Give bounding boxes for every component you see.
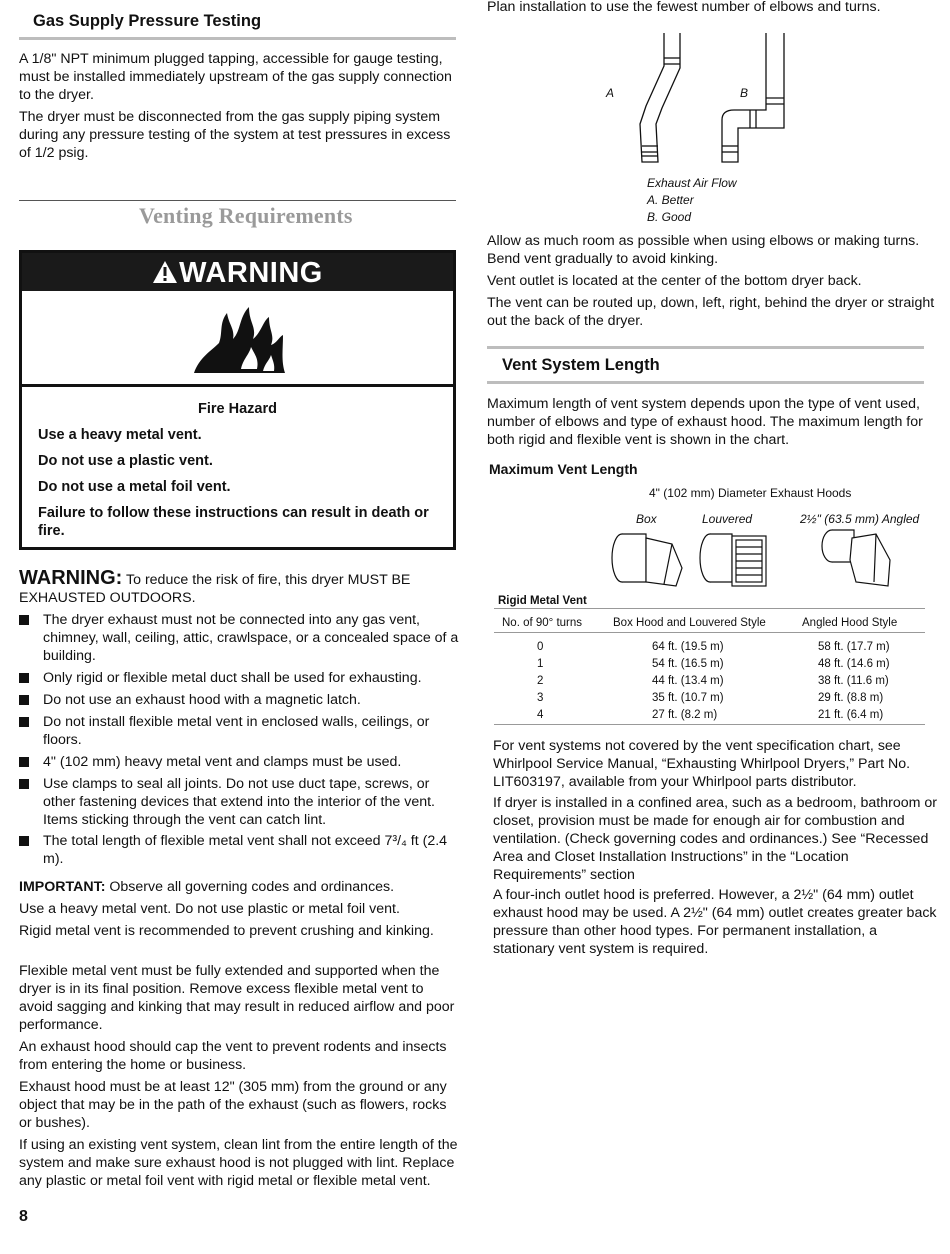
body-paragraph: Exhaust hood must be at least 12" (305 mm) from the ground or any object that may be in the path of the exhaust (such as flowers, rocks or bushes).: [19, 1079, 447, 1131]
body-paragraph: A four-inch outlet hood is preferred. However, a 2½" (64 mm) outlet exhaust hood may be used. A 2½" (64 mm) outlet creates greater back pressure than other hood types. For permanent installation, a stationary vent system is required.: [493, 887, 937, 957]
vsl-paragraph: Maximum length of vent system depends upon the type of vent used, number of elbows and type of exhaust hood. The maximum length for both rigid and flexible vent is shown in the chart.: [487, 396, 923, 448]
gas-supply-heading: Gas Supply Pressure Testing: [33, 12, 262, 30]
body-paragraph: An exhaust hood should cap the vent to prevent rodents and insects from entering the home or business.: [19, 1039, 447, 1073]
warning-line: Failure to follow these instructions can result in death or fire.: [38, 505, 429, 539]
bullet-text: Do not install flexible metal vent in enclosed walls, ceilings, or floors.: [43, 714, 430, 748]
table-cell: 44 ft. (13.4 m): [652, 675, 724, 687]
warning-divider: [22, 384, 453, 387]
warning-lead: WARNING:: [19, 567, 123, 589]
table-rule: [494, 724, 925, 725]
table-cell: 4: [537, 709, 544, 721]
bullet-text: The total length of flexible metal vent shall not exceed 7³/₄ ft (2.4 m).: [43, 833, 448, 867]
bullet-text: The dryer exhaust must not be connected into any gas vent, chimney, wall, ceiling, attic, crawlspace, or a concealed space of a building.: [43, 612, 459, 664]
bullet-text: 4" (102 mm) heavy metal vent and clamps must be used.: [43, 754, 402, 770]
warning-banner: [22, 253, 453, 291]
heading-rule: [19, 37, 456, 40]
vent-system-length-heading: Vent System Length: [502, 356, 660, 374]
section-divider: [19, 200, 456, 201]
table-section-label: Rigid Metal Vent: [498, 595, 587, 607]
diagram-label-b: B: [740, 86, 749, 100]
hood-label-box: Box: [636, 512, 657, 526]
bullet-text: Do not use an exhaust hood with a magnetic latch.: [43, 692, 361, 708]
table-cell: 2: [537, 675, 544, 687]
table-cell: 48 ft. (14.6 m): [818, 658, 890, 670]
bullet-text: Use clamps to seal all joints. Do not use duct tape, screws, or other fastening devices that extend into the interior of the vent. Items sticking through the vent can catch lint.: [43, 776, 435, 828]
plan-text: Plan installation to use the fewest number of elbows and turns.: [487, 0, 881, 15]
body-paragraph: The vent can be routed up, down, left, right, behind the dryer or straight out the back of the dryer.: [487, 295, 935, 329]
warning-line: Do not use a plastic vent.: [38, 453, 213, 469]
fire-hazard-icon: [189, 303, 289, 375]
hood-label-louvered: Louvered: [702, 512, 753, 526]
body-paragraph: Vent outlet is located at the center of the bottom dryer back.: [487, 273, 862, 289]
diagram-caption-line: B. Good: [647, 210, 692, 224]
gas-paragraph-1: A 1/8" NPT minimum plugged tapping, accessible for gauge testing, must be installed immediately upstream of the gas supply connection to the dryer.: [19, 51, 452, 103]
table-header: Box Hood and Louvered Style: [613, 617, 766, 629]
alert-triangle-icon: [152, 260, 178, 284]
body-paragraph: Use a heavy metal vent. Do not use plastic or metal foil vent.: [19, 901, 400, 917]
hood-label-angled: 2½" (63.5 mm) Angled: [800, 512, 920, 526]
louvered-hood-icon: [696, 528, 774, 590]
body-paragraph: Rigid metal vent is recommended to prevent crushing and kinking.: [19, 923, 434, 939]
bullet-text: Only rigid or flexible metal duct shall be used for exhausting.: [43, 670, 422, 686]
important-note: [19, 878, 459, 896]
table-cell: 21 ft. (6.4 m): [818, 709, 884, 721]
table-header: No. of 90° turns: [502, 617, 583, 629]
table-cell: 38 ft. (11.6 m): [818, 675, 889, 687]
diagram-caption-line: Exhaust Air Flow: [647, 176, 737, 190]
venting-requirements-title: Venting Requirements: [139, 203, 353, 228]
table-cell: 64 ft. (19.5 m): [652, 641, 724, 653]
warning-box: [19, 250, 456, 550]
table-rule: [494, 632, 925, 633]
table-header: Angled Hood Style: [802, 617, 898, 629]
gas-paragraph-2: The dryer must be disconnected from the gas supply piping system during any pressure testing of the system at test pressures in excess of 1/2 psig.: [19, 109, 451, 161]
elbow-diagram: [600, 28, 820, 168]
diagram-caption-line: A. Better: [647, 193, 694, 207]
table-cell: 58 ft. (17.7 m): [818, 641, 890, 653]
angled-hood-icon: [816, 524, 898, 590]
body-paragraph: Flexible metal vent must be fully extended and supported when the dryer is in its final position. Remove excess flexible metal vent to avoid sagging and kinking that may result in reduced airflow and poor performance.: [19, 963, 455, 1033]
hoods-title: 4" (102 mm) Diameter Exhaust Hoods: [649, 486, 852, 500]
table-cell: 35 ft. (10.7 m): [652, 692, 724, 704]
table-rule: [494, 608, 925, 609]
warning-line: Do not use a metal foil vent.: [38, 479, 231, 495]
warning-statement: [19, 569, 459, 607]
body-paragraph: Allow as much room as possible when using elbows or making turns. Bend vent gradually to avoid kinking.: [487, 233, 920, 267]
table-cell: 54 ft. (16.5 m): [652, 658, 724, 670]
table-cell: 27 ft. (8.2 m): [652, 709, 718, 721]
table-cell: 29 ft. (8.8 m): [818, 692, 884, 704]
max-vent-length-title: Maximum Vent Length: [489, 461, 638, 477]
table-cell: 3: [537, 692, 544, 704]
heading-rule: [487, 381, 924, 384]
table-cell: 1: [537, 658, 544, 670]
heading-rule: [487, 346, 924, 349]
important-text: Observe all governing codes and ordinances.: [105, 879, 395, 895]
page-number: 8: [19, 1208, 28, 1225]
warning-line: Use a heavy metal vent.: [38, 427, 202, 443]
warning-text: To reduce the risk of fire, this dryer MUST BE EXHAUSTED OUTDOORS.: [19, 572, 411, 606]
fire-hazard-label: Fire Hazard: [198, 401, 277, 417]
body-paragraph: If dryer is installed in a confined area, such as a bedroom, bathroom or closet, provision must be made for enough air for combustion and ventilation. (Check governing codes and ordinances.) See “Recessed Area and Closet Installation Instructions” in the “Location Requirements” section: [493, 795, 937, 883]
body-paragraph: If using an existing vent system, clean lint from the entire length of the system and make sure exhaust hood is not plugged with lint. Replace any plastic or metal foil vent with rigid metal or flexible metal vent.: [19, 1137, 458, 1189]
diagram-label-a: A: [606, 86, 615, 100]
important-lead: IMPORTANT:: [19, 879, 106, 895]
warning-banner-text: WARNING: [179, 257, 323, 289]
box-hood-icon: [606, 528, 688, 590]
table-cell: 0: [537, 641, 544, 653]
body-paragraph: For vent systems not covered by the vent specification chart, see Whirlpool Service Manual, “Exhausting Whirlpool Dryers,” Part No. LIT603197, available from your Whirlpool parts distributor.: [493, 738, 911, 790]
